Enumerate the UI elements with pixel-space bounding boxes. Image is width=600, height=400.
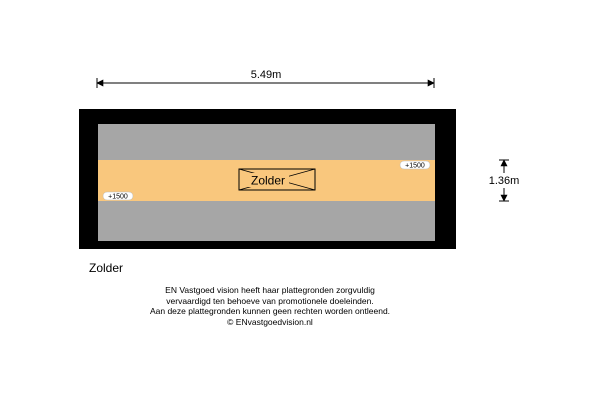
low-ceiling-area-top bbox=[98, 124, 435, 160]
height-marker-right-label: +1500 bbox=[405, 162, 425, 170]
depth-dimension-label: 1.36m bbox=[488, 175, 520, 187]
disclaimer bbox=[0, 285, 540, 327]
width-dimension-label: 5.49m bbox=[250, 69, 282, 81]
disclaimer-line: EN Vastgoed vision heeft haar plattegronden zorgvuldig bbox=[165, 285, 375, 295]
disclaimer-line: © ENvastgoedvision.nl bbox=[227, 316, 313, 327]
height-marker-left-label: +1500 bbox=[108, 193, 128, 201]
floor-name-caption: Zolder bbox=[89, 261, 124, 275]
disclaimer-line: Aan deze plattegronden kunnen geen rechten worden ontleend. bbox=[149, 306, 391, 316]
width-dimension bbox=[97, 69, 434, 88]
room-label: Zolder bbox=[250, 173, 286, 188]
height-marker-left bbox=[103, 192, 133, 201]
depth-dimension bbox=[489, 160, 520, 201]
disclaimer-line: vervaardigd ten behoeve van promotionele doeleinden. bbox=[166, 295, 374, 306]
low-ceiling-area-bottom bbox=[98, 201, 435, 241]
height-marker-right bbox=[400, 161, 430, 170]
